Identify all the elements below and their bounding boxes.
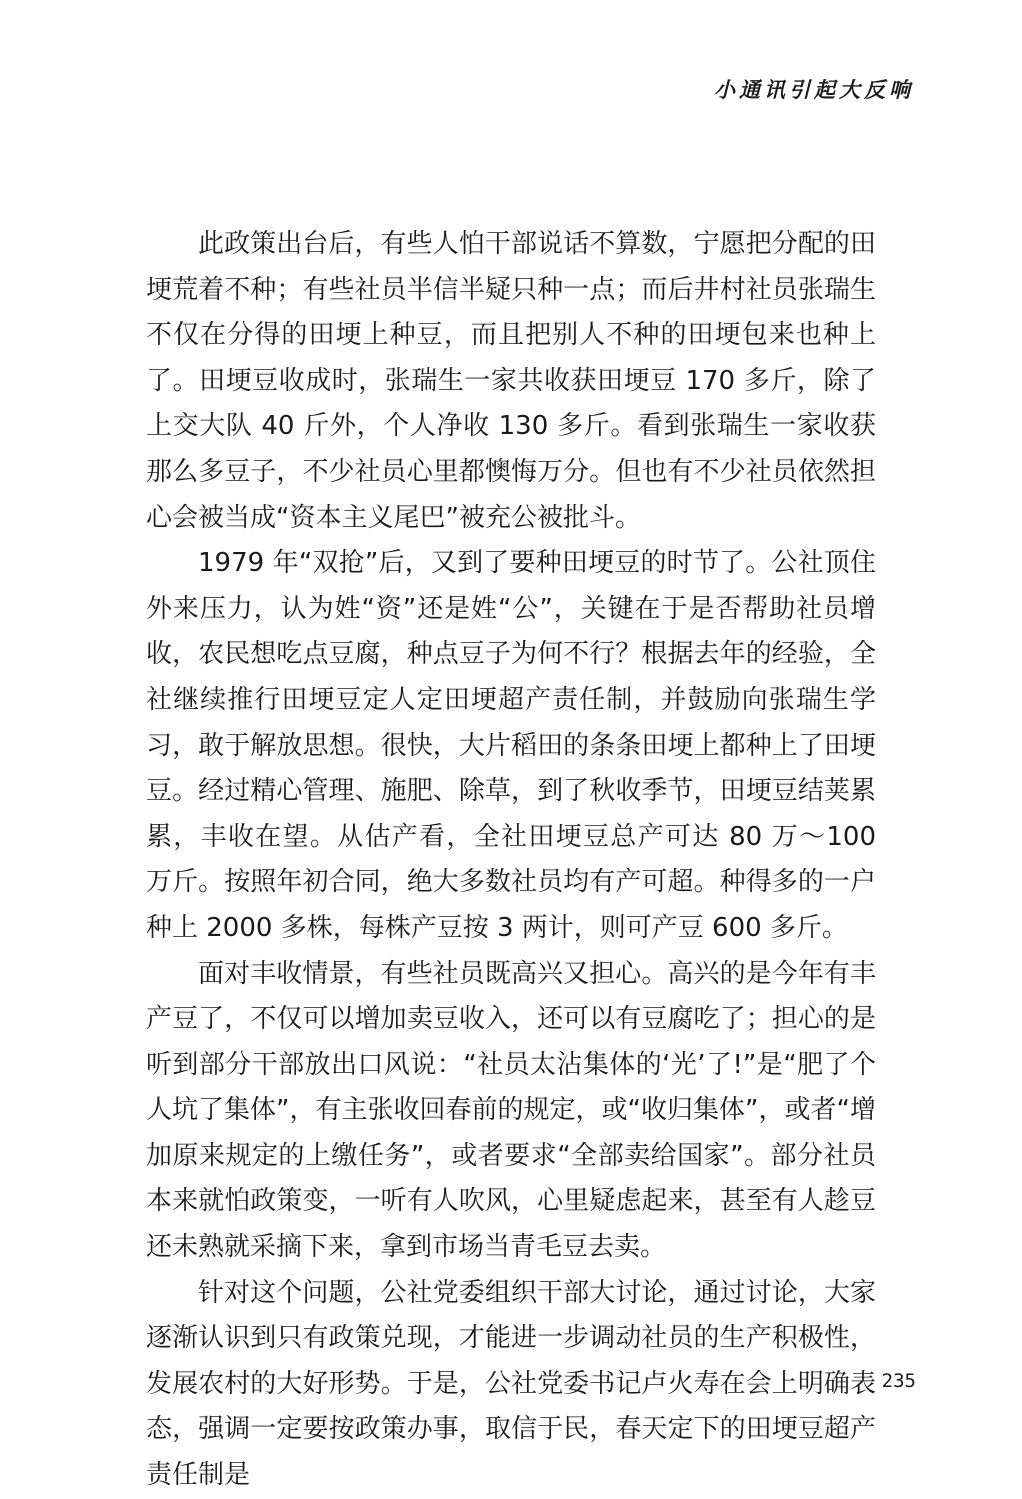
- paragraph: 面对丰收情景，有些社员既高兴又担心。高兴的是今年有丰产豆了，不仅可以增加卖豆收入，还可以有豆腐吃了；担心的是听到部分干部放出口风说：“社员太沾集体的‘光’了!”是“肥了个人坑了集体”，有主张收回春前的规定，或“收归集体”，或者“增加原来规定的上缴任务”，或者要求“全部卖给国家”。部分社员本来就怕政策变，一听有人吹风，心里疑虑起来，甚至有人趁豆还未熟就采摘下来，拿到市场当青毛豆去卖。: [146, 958, 876, 1263]
- paragraph: 1979 年“双抢”后，又到了要种田埂豆的时节了。公社顶住外来压力，认为姓“资”还是姓“公”，关键在于是否帮助社员增收，农民想吃点豆腐，种点豆子为何不行？根据去年的经验，全社继续推行田埂豆定人定田埂超产责任制，并鼓励向张瑞生学习，敢于解放思想。很快，大片稻田的条条田埂上都种上了田埂豆。经过精心管理、施肥、除草，到了秋收季节，田埂豆结荚累累，丰收在望。从估产看，全社田埂豆总产可达 80 万～100 万斤。按照年初合同，绝大多数社员均有产可超。种得多的一户种上 2000 多株，每株产豆按 3 两计，则可产豆 600 多斤。: [146, 548, 876, 943]
- paragraph: 此政策出台后，有些人怕干部说话不算数，宁愿把分配的田埂荒着不种；有些社员半信半疑只种一点；而后井村社员张瑞生不仅在分得的田埂上种豆，而且把别人不种的田埂包来也种上了。田埂豆收成时，张瑞生一家共收获田埂豆 170 多斤，除了上交大队 40 斤外，个人净收 130 多斤。看到张瑞生一家收获那么多豆子，不少社员心里都懊悔万分。但也有不少社员依然担心会被当成“资本主义尾巴”被充公被批斗。: [146, 229, 876, 533]
- body-text: [146, 222, 876, 1499]
- page-number: 235: [881, 1370, 916, 1392]
- paragraph: 针对这个问题，公社党委组织干部大讨论，通过讨论，大家逐渐认识到只有政策兑现，才能进一步调动社员的生产积极性，发展农村的大好形势。于是，公社党委书记卢火寿在会上明确表态，强调一定要按政策办事，取信于民，春天定下的田埂豆超产责任制是: [146, 1277, 876, 1491]
- running-header: 小通讯引起大反响: [714, 78, 914, 102]
